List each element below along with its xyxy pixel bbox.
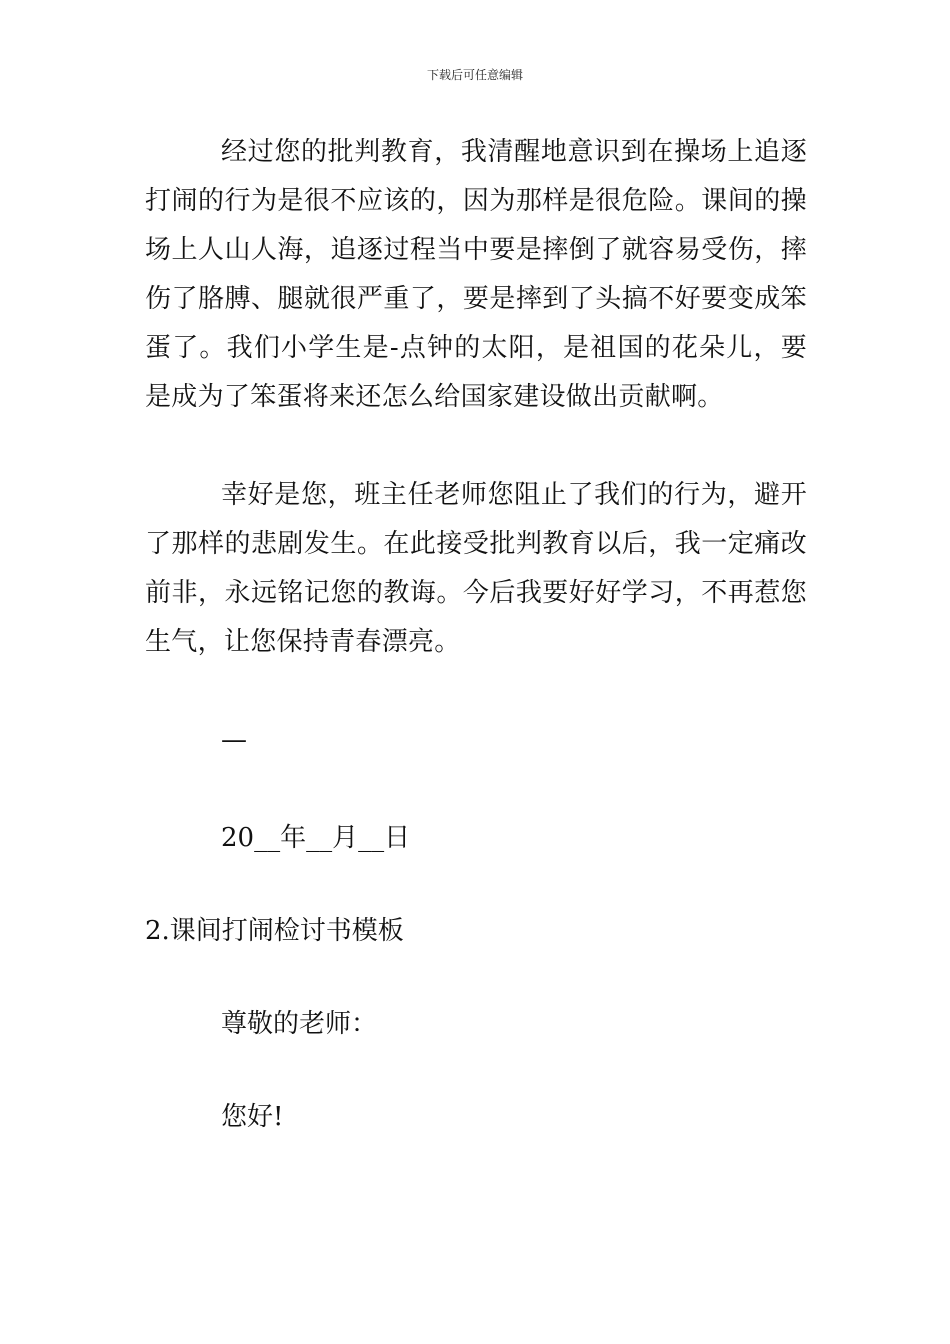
document-body bbox=[145, 128, 807, 1142]
signature-line: — bbox=[221, 725, 247, 755]
section-title: 2.课间打闹检讨书模板 bbox=[145, 916, 404, 946]
paragraph-reflection: 经过您的批判教育，我清醒地意识到在操场上追逐打闹的行为是很不应该的，因为那样是很危险。课间的操场上人山人海，追逐过程当中要是摔倒了就容易受伤，摔伤了胳膊、腿就很严重了，要是摔到了头搞不好要变成笨蛋了。我们小学生是-点钟的太阳，是祖国的花朵儿，要是成为了笨蛋将来还怎么给国家建设做出贡献啊。 bbox=[145, 137, 807, 412]
greeting-hello: 您好! bbox=[221, 1102, 284, 1132]
page-header: 下载后可任意编辑 bbox=[426, 68, 523, 82]
date-line: 20__年__月__日 bbox=[221, 823, 411, 853]
salutation: 尊敬的老师： bbox=[221, 1009, 378, 1039]
paragraph-promise: 幸好是您，班主任老师您阻止了我们的行为，避开了那样的悲剧发生。在此接受批判教育以后，我一定痛改前非，永远铭记您的教诲。今后我要好好学习，不再惹您生气，让您保持青春漂亮。 bbox=[145, 480, 807, 657]
